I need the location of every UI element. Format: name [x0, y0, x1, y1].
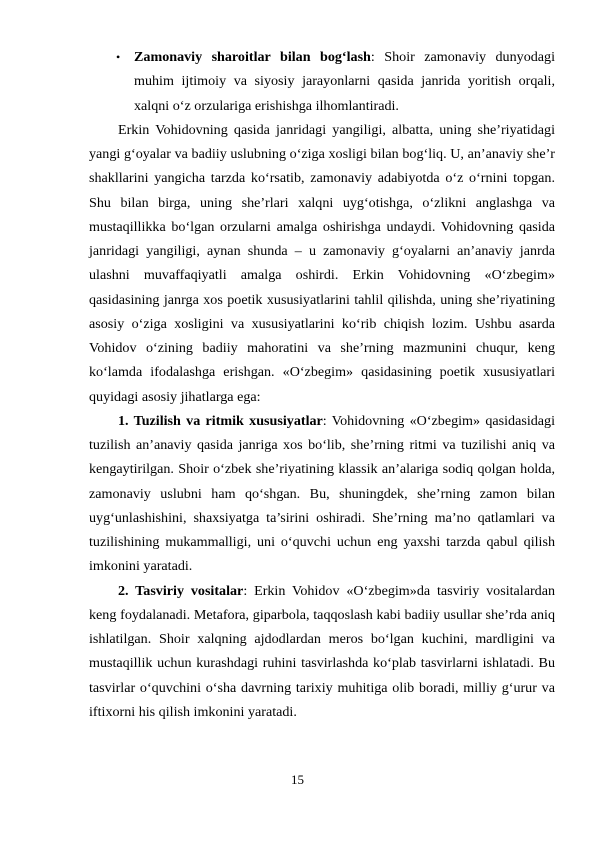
bullet-paragraph	[89, 45, 555, 118]
numbered-text-2: : Erkin Vohidov «O‘zbegim»da tasviriy vositalardan keng foydalanadi. Metafora, giparbola, taqqoslash kabi badiiy usullar she’rda aniq ishlatilgan. Shoir xalqning ajdodlardan meros bo‘lgan kuchini, mardligini va mustaqillik uchun kurashdagi ruhini tasvirlashda ko‘plab tasvirlarni ishlatadi. Bu tasvirlar o‘quvchini o‘sha davrning tarixiy muhitiga olib boradi, milliy g‘urur va iftixorni his qilish imkonini yaratadi.	[89, 582, 555, 720]
bullet-heading: Zamonaviy sharoitlar bilan bog‘lash	[134, 49, 371, 65]
body-paragraph: Erkin Vohidovning qasida janridagi yangiligi, albatta, uning she’riyatidagi yangi g‘oyalar va badiiy uslubning o‘ziga xosligi bilan bog‘liq. U, an’anaviy she’r shakllarini yangicha tarzda ko‘rsatib, zamonaviy adabiyotda o‘z o‘rnini topgan. Shu bilan birga, uning she’rlari xalqni uyg‘otishga, o‘zlikni anglashga va mustaqillikka bo‘lgan orzularni amalga oshirishga undaydi. Vohidovning qasida janridagi yangiligi, aynan shunda – u zamonaviy g‘oyalarni an’anaviy janrda ulashni muvaffaqiyatli amalga oshirdi. Erkin Vohidovning «O‘zbegim» qasidasining janrga xos poetik xususiyatlarini tahlil qilishda, uning she’riyatining asosiy o‘ziga xosligini va xususiyatlarini ko‘rib chiqish lozim. Ushbu asarda Vohidov o‘zining badiiy mahoratini va she’rning mazmunini chuqur, keng ko‘lamda ifodalashga erishgan. «O‘zbegim» qasidasining poetik xususiyatlari quyidagi asosiy jihatlarga ega:	[89, 121, 555, 405]
numbered-text-1: : Vohidovning «O‘zbegim» qasidasidagi tuzilish an’anaviy qasida janriga xos bo‘lib, she’rning ritmi va tuzilishi aniq va kengaytirilgan. Shoir o‘zbek she’riyatining klassik an’alariga sodiq qolgan holda, zamonaviy uslubni ham qo‘shgan. Bu, shuningdek, she’rning zamon bilan uyg‘unlashishini, shaxsiyatga ta’sirini oshiradi. She’rning ma’no qatlamlari va tuzilishining mukammalligi, uni o‘quvchi uchun eng yaxshi tarzda qabul qilish imkonini yaratadi.	[89, 412, 555, 575]
bullet-icon: •	[116, 50, 121, 64]
numbered-heading-1: 1. Tuzilish va ritmik xususiyatlar	[118, 412, 323, 429]
page-body	[89, 45, 555, 724]
page-number: 15	[291, 772, 304, 787]
numbered-paragraph-1	[89, 409, 555, 579]
numbered-paragraph-2	[89, 579, 555, 725]
numbered-heading-2: 2. Tasviriy vositalar	[118, 582, 244, 599]
bullet-text: : Shoir zamonaviy dunyodagi muhim ijtimoiy va siyosiy jarayonlarni qasida janrida yoritish orqali, xalqni o‘z orzulariga erishishga ilhomlantiradi.	[134, 49, 556, 114]
